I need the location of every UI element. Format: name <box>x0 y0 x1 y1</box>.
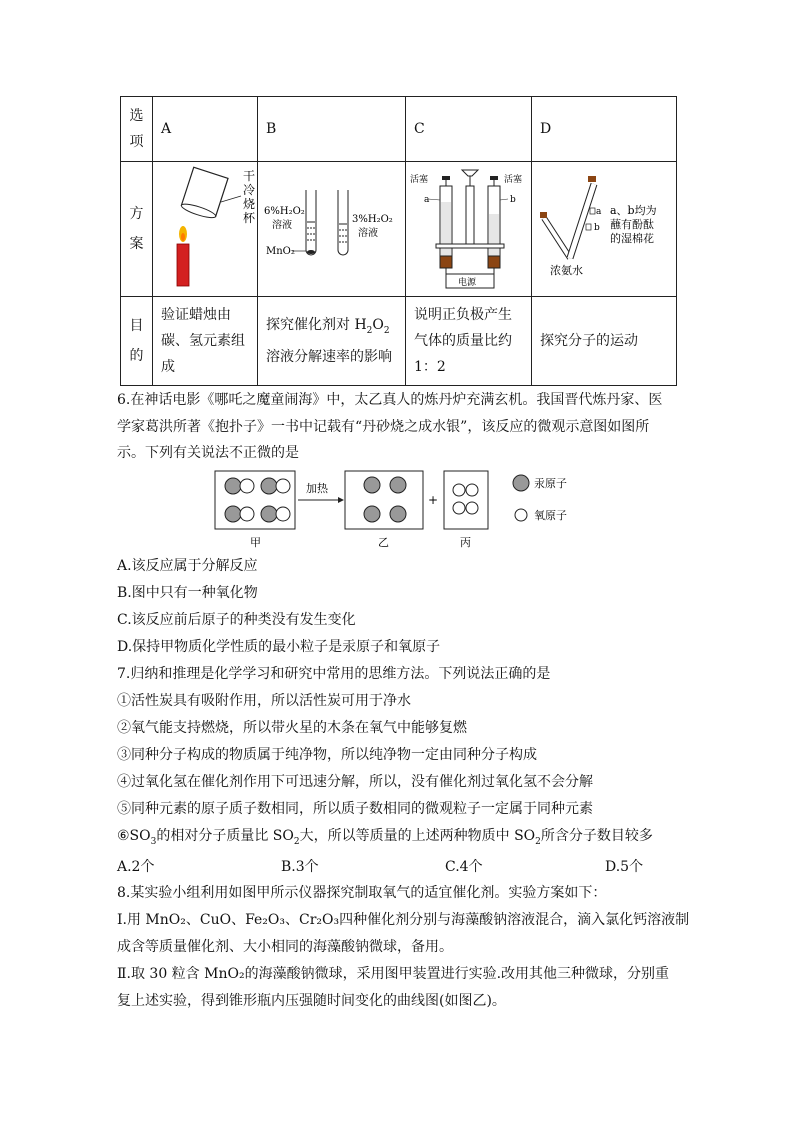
q8-step1-line2: 成含等质量催化剂、大小相同的海藻酸钠微球，备用。 <box>117 939 453 955</box>
scheme-c <box>406 162 532 297</box>
purpose-label: 目的 <box>121 297 153 386</box>
q8-step1-line1: I.用 MnO₂、CuO、Fe₂O₃、Cr₂O₃四种催化剂分别与海藻酸钠溶液混合，滴入氯化钙溶液制 <box>117 912 690 928</box>
q7-item6-p3: 大，所以等质量的上述两种物质中 SO <box>299 828 536 844</box>
header-a: A <box>153 97 258 162</box>
q7-option-b: B.3个 <box>281 859 319 875</box>
purpose-c: 说明正负极产生气体的质量比约1：2 <box>406 297 532 386</box>
note-line-1: a、b均为 <box>610 204 657 217</box>
purpose-b: 探究催化剂对 $H_2O_2$ 溶液分解速率的影响 <box>258 297 406 386</box>
cold-beaker-label-2: 冷 <box>243 183 256 197</box>
header-option: 选项 <box>121 97 153 162</box>
note-line-2: 蘸有酚酞 <box>610 218 654 231</box>
cold-beaker-label-3: 烧 <box>243 197 256 211</box>
q8-step2-line2: 复上述实验，得到锥形瓶内压强随时间变化的曲线图(如图乙)。 <box>117 993 506 1009</box>
q7-item-4: ④过氧化氢在催化剂作用下可迅速分解，所以，没有催化剂过氧化氢不会分解 <box>117 774 593 790</box>
left-conc-label: 6%H₂O₂ <box>264 206 305 217</box>
q6-stem-line1: 6.在神话电影《哪吒之魔童闹海》中，太乙真人的炼丹炉充满玄机。我国晋代炼丹家、医 <box>117 392 663 408</box>
table-scheme-row <box>121 162 677 297</box>
header-c: C <box>406 97 532 162</box>
q6-option-a: A.该反应属于分解反应 <box>117 558 258 574</box>
table-purpose-row <box>121 297 677 386</box>
q8-stem: 8.某实验小组利用如图甲所示仪器探究制取氧气的适宜催化剂。实验方案如下： <box>117 885 607 901</box>
tube-b-label: b <box>510 195 516 205</box>
q7-item-5: ⑤同种元素的原子质子数相同，所以质子数相同的微观粒子一定属于同种元素 <box>117 801 593 817</box>
q7-option-a: A.2个 <box>117 859 155 875</box>
ammonia-label: 浓氨水 <box>550 264 583 277</box>
test-tubes-figure <box>258 162 406 296</box>
purpose-b-pre: 探究催化剂对 H <box>266 317 367 334</box>
purpose-a: 验证蜡烛由碳、氢元素组成 <box>153 297 258 386</box>
cold-beaker-label-4: 杯 <box>243 211 256 225</box>
q6-option-d: D.保持甲物质化学性质的最小粒子是汞原子和氧原子 <box>117 639 441 655</box>
bing-label: 丙 <box>460 536 471 549</box>
q6-option-c: C.该反应前后原子的种类没有发生变化 <box>117 612 356 628</box>
right-sol-label: 溶液 <box>358 228 378 239</box>
reaction-diagram <box>200 466 600 552</box>
q7-item6-p2: 的相对分子质量比 SO <box>156 828 294 844</box>
cotton-a-label: a <box>596 207 602 217</box>
left-sol-label: 溶液 <box>272 220 292 231</box>
valve-right-label: 活塞 <box>504 175 523 185</box>
options-table <box>120 96 677 386</box>
electrolysis-figure <box>406 162 532 296</box>
cold-beaker-label-1: 干 <box>243 169 256 183</box>
header-b: B <box>258 97 406 162</box>
mercury-legend: 汞原子 <box>534 477 567 490</box>
oxygen-legend: 氧原子 <box>534 509 567 522</box>
q6-stem-line3: 示。下列有关说法不正微的是 <box>117 445 299 461</box>
mno2-label: MnO₂ <box>266 246 295 257</box>
q8-step2-line1: Ⅱ.取 30 粒含 MnO₂的海藻酸钠微球，采用图甲装置进行实验.改用其他三种微球，分别重 <box>117 966 670 982</box>
scheme-b <box>258 162 406 297</box>
q7-item6-p1: ⑥SO <box>117 828 151 844</box>
ammonia-figure <box>532 162 677 296</box>
candle-beaker-figure <box>153 162 258 296</box>
q6-stem-line2: 学家葛洪所著《抱扑子》一书中记载有“丹砂烧之成水银”，该反应的微观示意图如图所 <box>117 419 650 435</box>
note-line-3: 的湿棉花 <box>610 232 654 245</box>
right-conc-label: 3%H₂O₂ <box>352 214 393 225</box>
scheme-d <box>532 162 677 297</box>
cotton-b-label: b <box>594 223 600 233</box>
scheme-label: 方案 <box>121 162 153 297</box>
q7-item-3: ③同种分子构成的物质属于纯净物，所以纯净物一定由同种分子构成 <box>117 747 537 763</box>
q7-stem: 7.归纳和推理是化学学习和研究中常用的思维方法。下列说法正确的是 <box>117 666 551 682</box>
q7-option-d: D.5个 <box>605 859 644 875</box>
q7-item-2: ②氧气能支持燃烧，所以带火星的木条在氧气中能够复燃 <box>117 720 467 736</box>
q7-option-c: C.4个 <box>445 859 483 875</box>
tube-a-label: a <box>424 195 430 205</box>
valve-left-label: 活塞 <box>410 175 429 185</box>
power-label: 电源 <box>458 278 477 288</box>
q7-item-1: ①活性炭具有吸附作用，所以活性炭可用于净水 <box>117 693 411 709</box>
table-header-row <box>121 97 677 162</box>
yi-label: 乙 <box>378 536 389 549</box>
plus-sign: + <box>428 493 439 507</box>
heat-label: 加热 <box>306 482 328 495</box>
q7-item-6: $⑥SO_3$的相对分子质量比 $SO_2$大，所以等质量的上述两种物质中 $SO_2$所含分子数目较多 <box>117 828 653 847</box>
q7-options <box>117 856 677 876</box>
purpose-d: 探究分子的运动 <box>532 297 677 386</box>
purpose-b-post: 溶液分解速率的影响 <box>266 348 392 365</box>
scheme-a <box>153 162 258 297</box>
q6-option-b: B.图中只有一种氧化物 <box>117 585 258 601</box>
jia-label: 甲 <box>250 536 261 549</box>
header-d: D <box>532 97 677 162</box>
q7-item6-p4: 所含分子数目较多 <box>540 828 653 844</box>
